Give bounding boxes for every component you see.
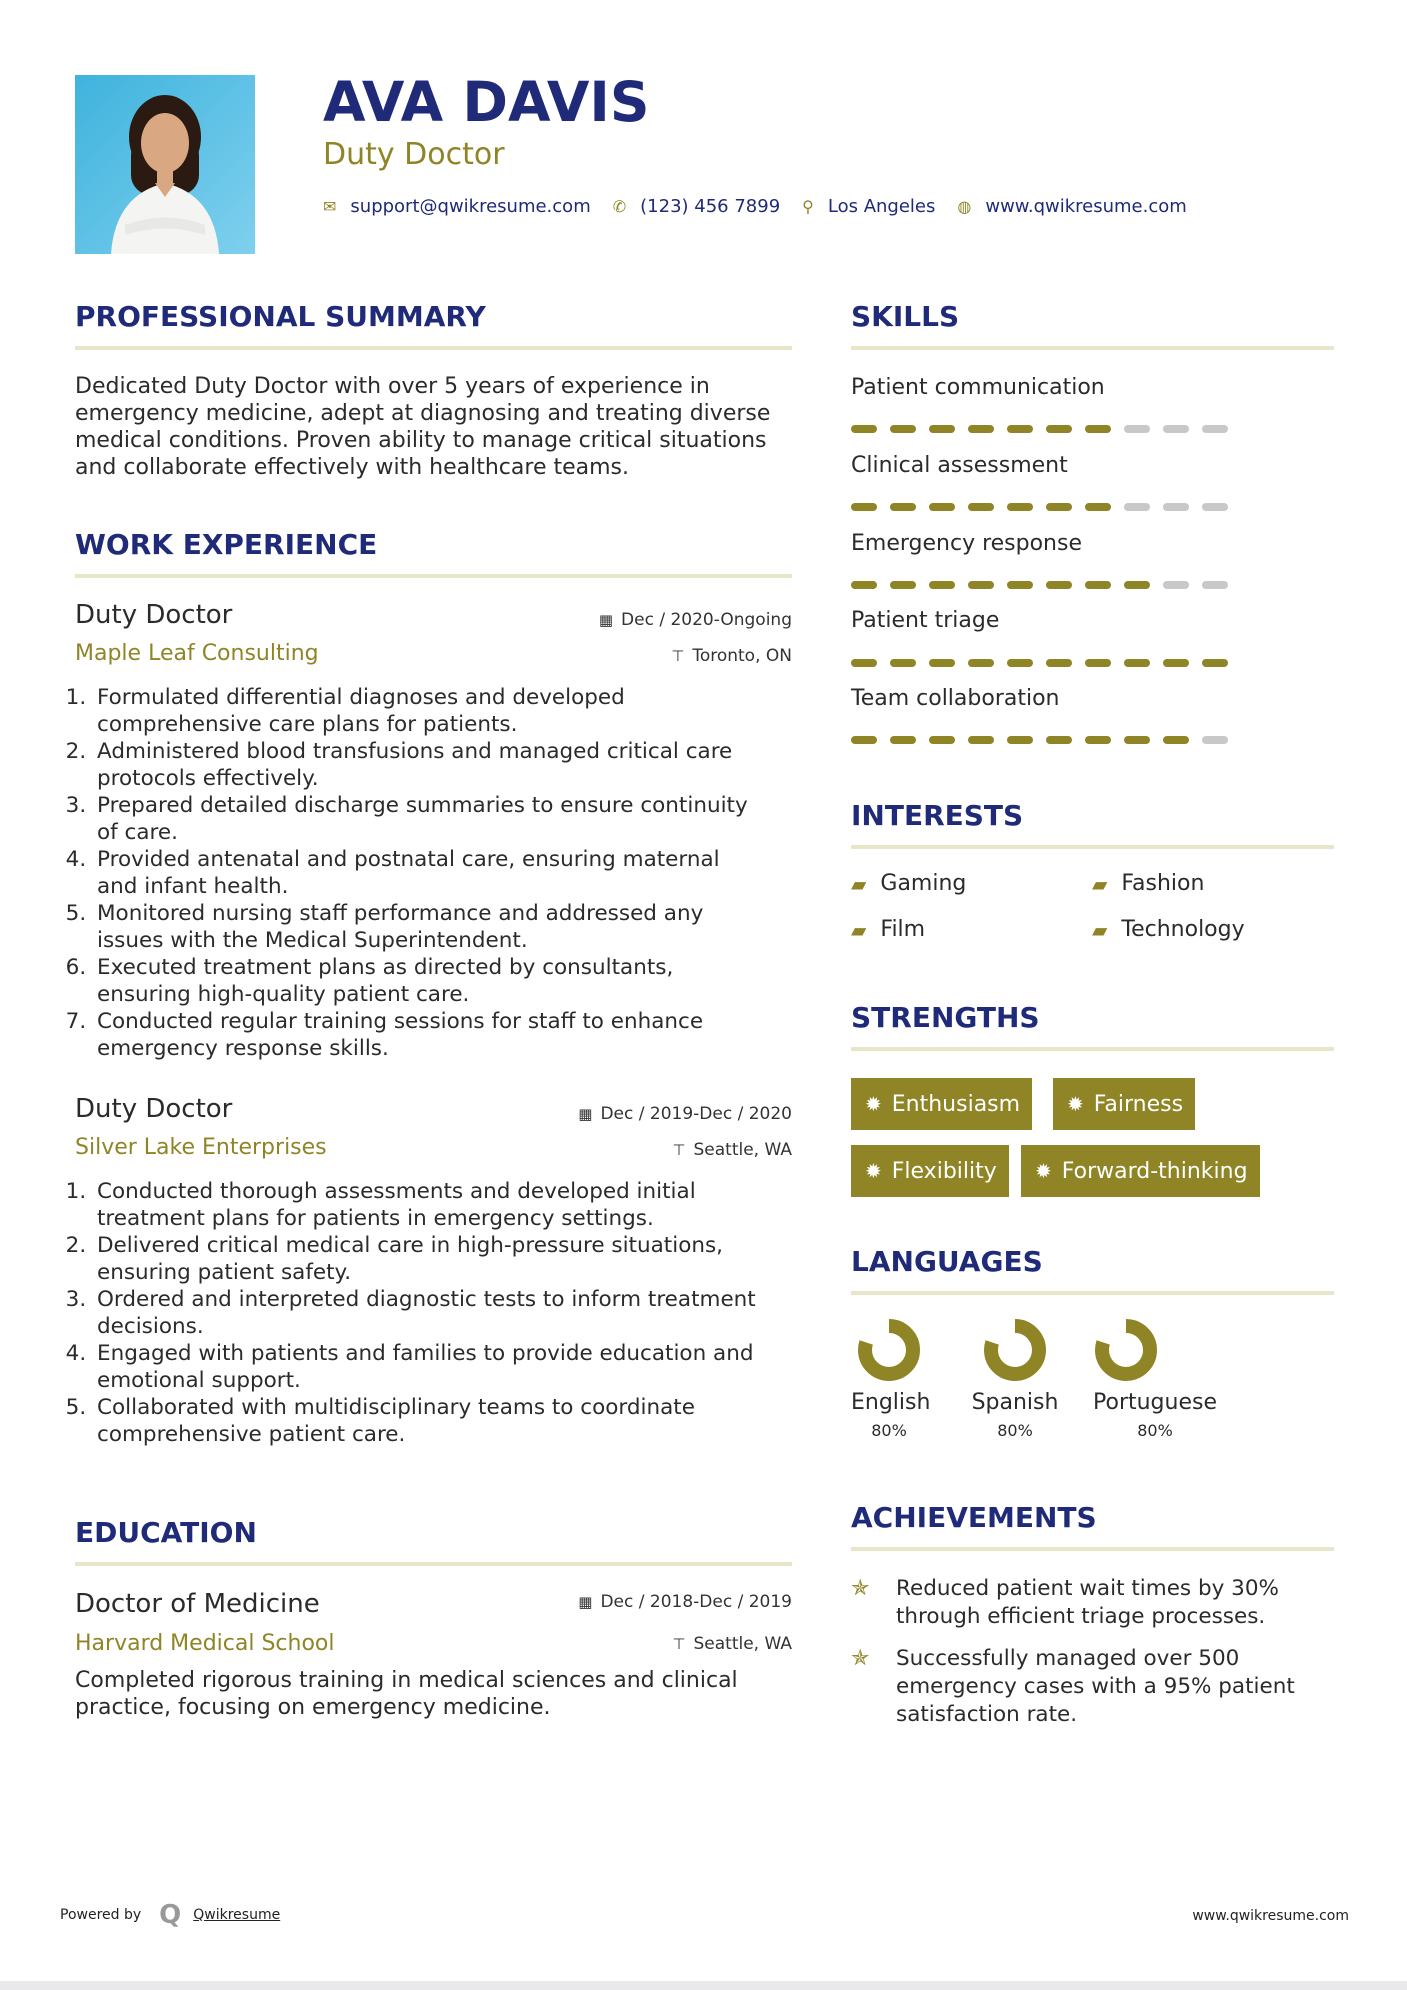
skills-heading: SKILLS [851, 300, 960, 333]
skill-level-segment [890, 503, 916, 511]
skill-level-segment [1046, 659, 1072, 667]
degree-title: Doctor of Medicine [75, 1589, 320, 1619]
education-line: practice, focusing on emergency medicine. [75, 1695, 551, 1720]
duty-item: 4. Provided antenatal and postnatal care, ensuring maternal and infant health. [93, 846, 818, 900]
achievement-text: Successfully managed over 500 emergency cases with a 95% patient satisfaction rate. [896, 1646, 1295, 1727]
skill-name: Patient triage [851, 608, 1000, 633]
skill-level-bar [851, 736, 1241, 744]
duty-item: 1. Formulated differential diagnoses and developed comprehensive care plans for patients. [93, 684, 818, 738]
interests-heading: INTERESTS [851, 799, 1024, 832]
strengths-divider [851, 1047, 1334, 1051]
skill-level-segment [968, 659, 994, 667]
skill-name: Clinical assessment [851, 453, 1068, 478]
contact-email[interactable]: support@qwikresume.com [350, 196, 591, 217]
job-dates-text: Dec / 2019-Dec / 2020 [600, 1104, 792, 1124]
job-dates [578, 1104, 792, 1124]
job-dates [599, 610, 792, 630]
skill-level-segment [1124, 659, 1150, 667]
phone-icon: ✆ [612, 197, 627, 216]
skill-level-segment [929, 736, 955, 744]
summary-text [75, 373, 795, 481]
duty-item: 2. Delivered critical medical care in high-pressure situations, ensuring patient safety. [93, 1232, 818, 1286]
skill-level-segment [1124, 736, 1150, 744]
book-icon: ▰ [851, 917, 867, 942]
achievement-item [851, 1575, 1279, 1631]
sun-icon: ✹ [865, 1159, 882, 1183]
skill-level-segment [968, 503, 994, 511]
skill-level-segment [1163, 425, 1189, 433]
job-company: Silver Lake Enterprises [75, 1135, 327, 1160]
skill-level-bar [851, 659, 1241, 667]
skill-level-segment [890, 659, 916, 667]
education-description [75, 1667, 800, 1721]
language-ring-icon [857, 1318, 921, 1382]
footer-website[interactable]: www.qwikresume.com [1192, 1908, 1349, 1924]
skill-name: Emergency response [851, 531, 1082, 556]
education-location [672, 1634, 792, 1654]
language-ring-icon [1094, 1318, 1158, 1382]
job-title: Duty Doctor [75, 1094, 233, 1124]
job-duties [75, 684, 818, 1062]
skill-name: Team collaboration [851, 686, 1060, 711]
strength-tag: ✹ Enthusiasm [851, 1078, 1032, 1130]
job-company: Maple Leaf Consulting [75, 641, 319, 666]
book-icon: ▰ [1092, 871, 1108, 896]
skill-level-segment [851, 659, 877, 667]
job-location [672, 1140, 792, 1160]
star-icon: ✯ [851, 1576, 870, 1601]
skill-level-segment [1007, 503, 1033, 511]
qwikresume-link[interactable]: Qwikresume [193, 1907, 281, 1923]
page-bottom-edge [0, 1981, 1407, 1990]
skill-level-segment [1202, 581, 1228, 589]
interest-item: ▰ Film [851, 917, 926, 942]
strength-tag: ✹ Forward-thinking [1021, 1145, 1260, 1197]
achievement-item [851, 1645, 1295, 1729]
skill-level-segment [929, 659, 955, 667]
skill-level-segment [1085, 581, 1111, 589]
skill-level-segment [1202, 736, 1228, 744]
duty-item: 3. Ordered and interpreted diagnostic tests to inform treatment decisions. [93, 1286, 818, 1340]
skills-divider [851, 346, 1334, 350]
interest-item: ▰ Fashion [1092, 871, 1205, 896]
achievements-heading: ACHIEVEMENTS [851, 1501, 1097, 1534]
skill-level-segment [851, 425, 877, 433]
skill-level-bar [851, 503, 1241, 511]
skill-level-segment [968, 581, 994, 589]
languages-divider [851, 1291, 1334, 1295]
skill-level-segment [1202, 503, 1228, 511]
skill-level-segment [890, 581, 916, 589]
skill-level-segment [1202, 659, 1228, 667]
summary-divider [75, 346, 792, 350]
job-location [671, 646, 792, 666]
summary-line: Dedicated Duty Doctor with over 5 years of experience in [75, 374, 710, 399]
skill-level-segment [1124, 425, 1150, 433]
skill-level-segment [1124, 503, 1150, 511]
skill-level-segment [890, 425, 916, 433]
skill-level-segment [1007, 581, 1033, 589]
skill-level-segment [851, 581, 877, 589]
language-percent: 80% [1137, 1421, 1173, 1440]
job-location-text: Seattle, WA [693, 1140, 792, 1160]
candidate-name: AVA DAVIS [323, 70, 650, 134]
duty-item: 6. Executed treatment plans as directed by consultants, ensuring high-quality patient care. [93, 954, 818, 1008]
skill-level-segment [1085, 425, 1111, 433]
contact-phone[interactable]: (123) 456 7899 [640, 196, 781, 217]
job-title: Duty Doctor [75, 600, 233, 630]
summary-line: and collaborate effectively with healthcare teams. [75, 455, 629, 480]
powered-by-label: Powered by [60, 1907, 142, 1923]
skill-level-segment [1007, 659, 1033, 667]
duty-item: 5. Collaborated with multidisciplinary teams to coordinate comprehensive patient care. [93, 1394, 818, 1448]
skill-level-segment [1124, 581, 1150, 589]
book-icon: ▰ [1092, 917, 1108, 942]
strength-tag: ✹ Fairness [1053, 1078, 1195, 1130]
profile-photo [75, 75, 255, 254]
language-item [970, 1318, 1060, 1440]
skill-level-segment [1046, 736, 1072, 744]
pin-icon: ⊤ [672, 1141, 686, 1159]
skill-level-segment [1202, 425, 1228, 433]
skill-level-segment [1163, 581, 1189, 589]
education-dates-text: Dec / 2018-Dec / 2019 [600, 1592, 792, 1612]
achievement-text: Reduced patient wait times by 30% through efficient triage processes. [896, 1576, 1279, 1629]
candidate-title: Duty Doctor [323, 137, 505, 172]
interest-item: ▰ Technology [1092, 917, 1245, 942]
skill-name: Patient communication [851, 375, 1105, 400]
job-duties [75, 1178, 818, 1448]
skill-level-segment [851, 503, 877, 511]
summary-heading: PROFESSIONAL SUMMARY [75, 300, 486, 333]
skill-level-segment [929, 581, 955, 589]
location-pin-icon: ⚲ [802, 197, 814, 216]
footer-powered-by [60, 1900, 280, 1930]
skill-level-segment [890, 736, 916, 744]
education-line: Completed rigorous training in medical sciences and clinical [75, 1668, 738, 1693]
calendar-icon: ▦ [578, 1105, 593, 1123]
email-icon: ✉ [323, 197, 337, 216]
skill-level-bar [851, 425, 1241, 433]
skill-level-segment [929, 425, 955, 433]
interests-divider [851, 845, 1334, 849]
skill-level-segment [1163, 736, 1189, 744]
skill-level-segment [1163, 503, 1189, 511]
skill-level-segment [968, 425, 994, 433]
language-name: Spanish [971, 1390, 1059, 1415]
education-location-text: Seattle, WA [693, 1634, 792, 1654]
language-ring-icon [983, 1318, 1047, 1382]
school-name: Harvard Medical School [75, 1631, 335, 1656]
skill-level-segment [1085, 736, 1111, 744]
education-heading: EDUCATION [75, 1516, 257, 1549]
pin-icon: ⊤ [672, 1635, 686, 1653]
globe-icon: ◍ [957, 197, 972, 216]
skill-level-segment [1007, 736, 1033, 744]
strengths-heading: STRENGTHS [851, 1001, 1040, 1034]
language-name: English [851, 1390, 931, 1415]
summary-line: emergency medicine, adept at diagnosing and treating diverse [75, 401, 771, 426]
education-divider [75, 1562, 792, 1566]
duty-item: 4. Engaged with patients and families to provide education and emotional support. [93, 1340, 818, 1394]
skill-level-segment [929, 503, 955, 511]
star-icon: ✯ [851, 1646, 870, 1671]
duty-item: 3. Prepared detailed discharge summaries to ensure continuity of care. [93, 792, 818, 846]
language-name: Portuguese [1093, 1390, 1217, 1415]
skill-level-segment [851, 736, 877, 744]
sun-icon: ✹ [1035, 1159, 1052, 1183]
skill-level-segment [1085, 503, 1111, 511]
duty-item: 7. Conducted regular training sessions for staff to enhance emergency response skills. [93, 1008, 818, 1062]
languages-heading: LANGUAGES [851, 1245, 1043, 1278]
job-dates-text: Dec / 2020-Ongoing [621, 610, 792, 630]
qwikresume-logo-icon: Q [159, 1900, 182, 1930]
interest-item: ▰ Gaming [851, 871, 967, 896]
pin-icon: ⊤ [671, 647, 685, 665]
experience-divider [75, 574, 792, 578]
book-icon: ▰ [851, 871, 867, 896]
summary-line: medical conditions. Proven ability to manage critical situations [75, 428, 767, 453]
contact-website[interactable]: www.qwikresume.com [985, 196, 1187, 217]
skill-level-segment [1085, 659, 1111, 667]
duty-item: 2. Administered blood transfusions and managed critical care protocols effectively. [93, 738, 818, 792]
skill-level-segment [1046, 581, 1072, 589]
skill-level-segment [1046, 503, 1072, 511]
achievements-divider [851, 1547, 1334, 1551]
education-dates [578, 1592, 792, 1612]
strength-tag: ✹ Flexibility [851, 1145, 1009, 1197]
calendar-icon: ▦ [598, 611, 614, 629]
skill-level-segment [1007, 425, 1033, 433]
experience-heading: WORK EXPERIENCE [75, 528, 378, 561]
duty-item: 5. Monitored nursing staff performance and addressed any issues with the Medical Superintendent. [93, 900, 818, 954]
contact-location: Los Angeles [827, 196, 936, 217]
language-item [851, 1318, 931, 1440]
language-percent: 80% [871, 1421, 907, 1440]
calendar-icon: ▦ [578, 1593, 593, 1611]
sun-icon: ✹ [865, 1092, 882, 1116]
language-percent: 80% [997, 1421, 1033, 1440]
sun-icon: ✹ [1067, 1092, 1084, 1116]
skill-level-segment [1163, 659, 1189, 667]
skill-level-segment [1046, 425, 1072, 433]
job-location-text: Toronto, ON [692, 646, 792, 666]
language-item [1090, 1318, 1220, 1440]
duty-item: 1. Conducted thorough assessments and developed initial treatment plans for patients in emergency settings. [93, 1178, 818, 1232]
contact-bar [323, 196, 1209, 217]
skill-level-bar [851, 581, 1241, 589]
skill-level-segment [968, 736, 994, 744]
